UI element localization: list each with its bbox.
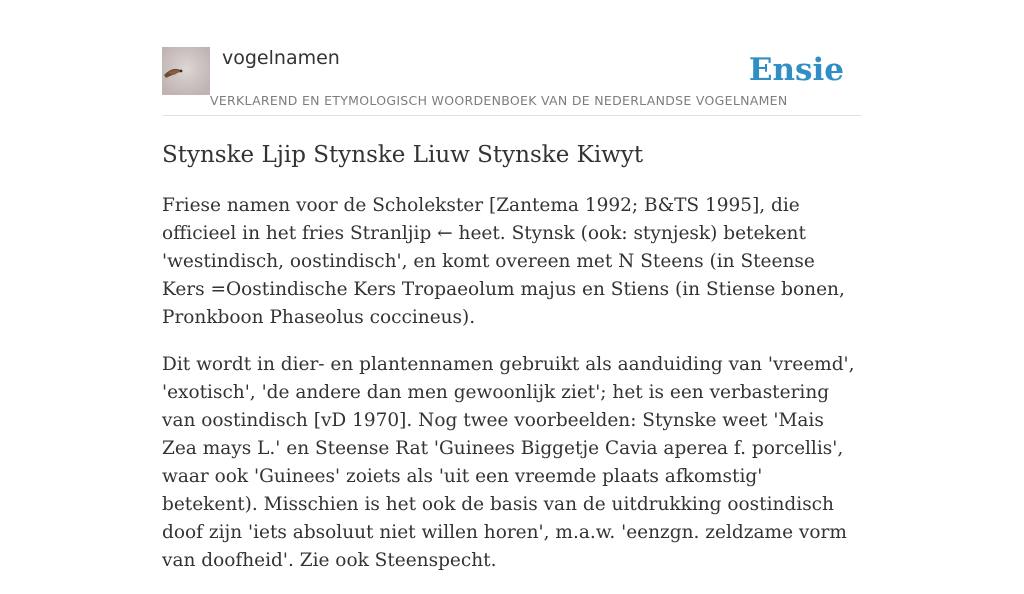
entry-paragraph: Dit wordt in dier- en plantennamen gebruikt als aanduiding van 'vreemd', 'exotisch', 'de andere dan men gewoonlijk ziet'; het is een verbastering van oostindisch [vD 1970]. Nog twee voorbeelden: Stynske weet 'Mais Zea mays L.' en Steense Rat 'Guinees Biggetje Cavia aperea f. porcellis', waar ook 'Guinees' zoiets als 'uit een vreemde plaats afkomstig' betekent). Misschien is het ook de basis van de uitdrukking oostindisch doof zijn 'iets absoluut niet willen horen', m.a.w. 'eenzgn. zeldzame vorm van doofheid'. Zie ook Steenspecht. [162,354,855,571]
site-name[interactable]: vogelnamen [222,47,340,69]
brand-logo-link[interactable]: Ensie [748,52,844,88]
site-tagline: VERKLAREND EN ETYMOLOGISCH WOORDENBOEK VAN DE NEDERLANDSE VOGELNAMEN [210,93,788,108]
bird-photo-icon [162,47,210,95]
entry-title: Stynske Ljip Stynske Liuw Stynske Kiwyt [162,142,644,168]
entry-content [162,192,862,594]
avatar[interactable] [162,47,210,95]
site-header [162,46,862,116]
entry-paragraph: Friese namen voor de Scholekster [Zantema 1992; B&TS 1995], die officieel in het fries Stranljip ← heet. Stynsk (ook: stynjesk) betekent 'westindisch, oostindisch', en komt overeen met N Steens (in Steense Kers =Oostindische Kers Tropaeolum majus en Stiens (in Stiense bonen, Pronkboon Phaseolus coccineus). [162,195,845,328]
